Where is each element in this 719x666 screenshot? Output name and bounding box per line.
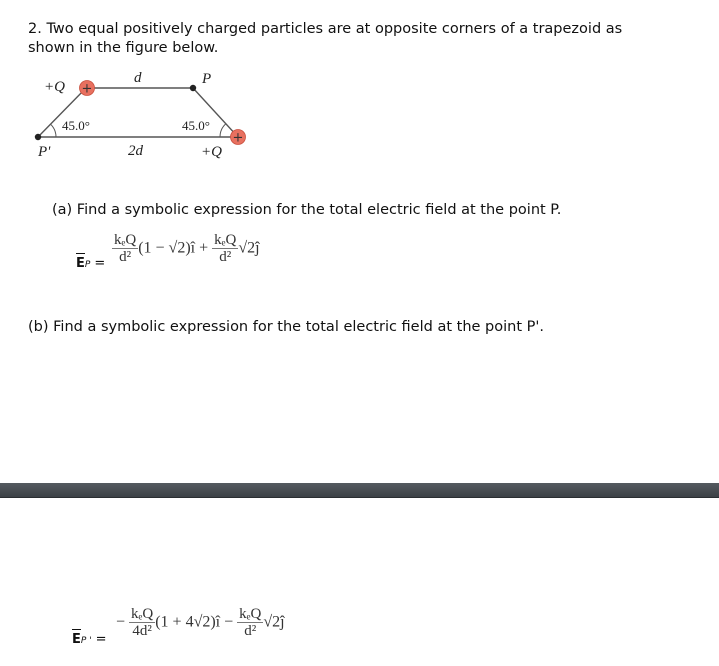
- vector-e-symbol: E: [76, 256, 85, 271]
- part-a-lhs: [76, 256, 105, 271]
- problem-number: 2.: [28, 21, 42, 37]
- denominator: d²: [244, 623, 257, 639]
- charge-symbol-top: +: [81, 81, 93, 97]
- label-p: P: [202, 71, 212, 87]
- problem-statement: [28, 20, 668, 58]
- part-b-answer: [116, 606, 285, 639]
- trapezoid-figure: [28, 66, 258, 166]
- term-j: √2ĵ: [238, 239, 260, 257]
- fraction: [237, 606, 263, 639]
- part-b-lhs: [72, 632, 107, 647]
- angle-arc-left: [51, 124, 56, 137]
- problem-text: Two equal positively charged particles are at opposite corners of a trapezoid as shown in the figure below.: [28, 21, 623, 56]
- numerator: kₑQ: [131, 606, 154, 622]
- angle-label-right: 45.0°: [182, 118, 210, 133]
- denominator: 4d²: [132, 623, 152, 639]
- fraction: [212, 232, 238, 265]
- label-plus-q-bottom: +Q: [201, 144, 222, 160]
- angle-label-left: 45.0°: [62, 118, 90, 133]
- subscript-p: P: [84, 260, 91, 270]
- charge-top-left: [80, 81, 95, 97]
- label-d: d: [134, 70, 142, 86]
- term-i: (1 − √2)î +: [138, 239, 209, 257]
- denominator: d²: [119, 249, 132, 265]
- equals-sign: =: [95, 632, 107, 647]
- charge-bottom-right: [231, 130, 246, 146]
- label-p-prime: P': [38, 144, 51, 160]
- term-i: (1 + 4√2)î −: [155, 613, 234, 631]
- minus-sign: −: [116, 613, 126, 631]
- numerator: kₑQ: [239, 606, 262, 622]
- fraction: [112, 232, 138, 265]
- label-2d: 2d: [128, 143, 143, 159]
- equals-sign: =: [94, 256, 106, 271]
- part-b-question: (b) Find a symbolic expression for the total electric field at the point P'.: [28, 319, 544, 335]
- fraction: [129, 606, 155, 639]
- label-plus-q-top: +Q: [44, 79, 65, 95]
- term-j: √2ĵ: [263, 613, 285, 631]
- section-divider: [0, 483, 719, 498]
- point-p-prime-dot: [35, 134, 41, 140]
- part-a-answer: [112, 232, 260, 265]
- part-a-question: (a) Find a symbolic expression for the total electric field at the point P.: [52, 202, 562, 218]
- angle-arc-right: [220, 124, 226, 137]
- charge-symbol-bottom: +: [232, 130, 244, 146]
- numerator: kₑQ: [114, 232, 137, 248]
- point-p-dot: [190, 85, 196, 91]
- denominator: d²: [219, 249, 232, 265]
- subscript-p-prime: P ': [80, 636, 92, 646]
- vector-e-symbol: E: [72, 632, 81, 647]
- numerator: kₑQ: [214, 232, 237, 248]
